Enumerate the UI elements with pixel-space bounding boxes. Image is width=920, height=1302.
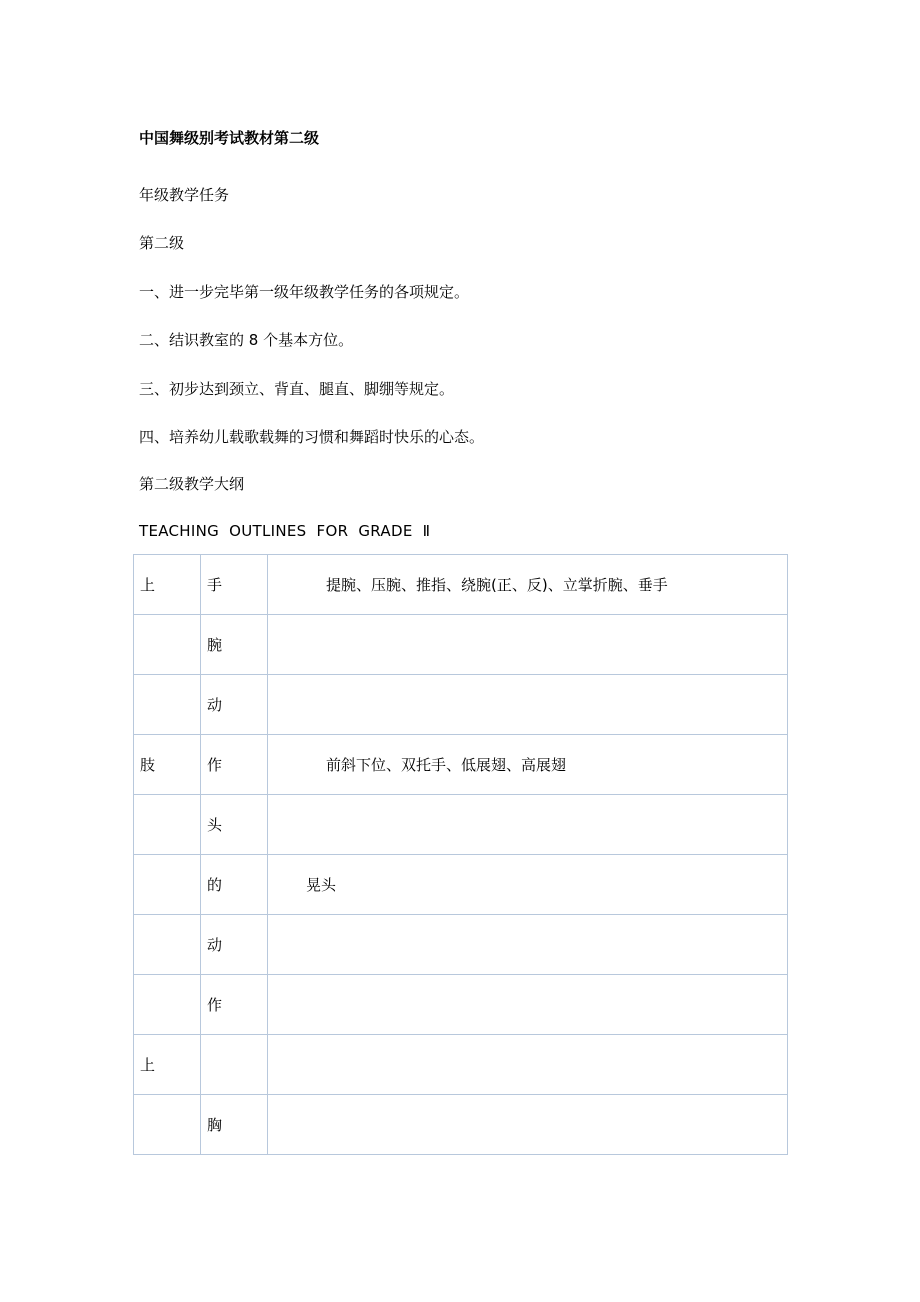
english-outline-heading: TEACHING OUTLINES FOR GRADE Ⅱ bbox=[139, 522, 431, 540]
table-row bbox=[134, 675, 788, 735]
task-item-1: 一、进一步完毕第一级年级教学任务的各项规定。 bbox=[139, 283, 470, 301]
category-cell bbox=[134, 975, 201, 1035]
category-cell: 肢 bbox=[134, 735, 201, 795]
description-cell bbox=[268, 1035, 788, 1095]
subcategory-cell: 手 bbox=[201, 555, 268, 615]
description-cell: 前斜下位、双托手、低展翅、高展翅 bbox=[268, 735, 788, 795]
description-cell bbox=[268, 1095, 788, 1155]
document-title: 中国舞级别考试教材第二级 bbox=[139, 129, 320, 147]
table-row bbox=[134, 555, 788, 615]
grade-label: 第二级 bbox=[139, 234, 185, 252]
description-cell bbox=[268, 675, 788, 735]
subcategory-cell: 的 bbox=[201, 855, 268, 915]
description-cell: 晃头 bbox=[268, 855, 788, 915]
table-row bbox=[134, 1095, 788, 1155]
subcategory-cell: 作 bbox=[201, 735, 268, 795]
table-row bbox=[134, 915, 788, 975]
subcategory-cell: 头 bbox=[201, 795, 268, 855]
table-row bbox=[134, 975, 788, 1035]
task-item-2: 二、结识教室的 8 个基本方位。 bbox=[139, 331, 354, 349]
table-row bbox=[134, 735, 788, 795]
table-row bbox=[134, 615, 788, 675]
table-row bbox=[134, 795, 788, 855]
description-cell: 提腕、压腕、推指、绕腕(正、反)、立掌折腕、垂手 bbox=[268, 555, 788, 615]
description-cell bbox=[268, 795, 788, 855]
subcategory-cell: 动 bbox=[201, 915, 268, 975]
subcategory-cell: 动 bbox=[201, 675, 268, 735]
category-cell bbox=[134, 1095, 201, 1155]
category-cell: 上 bbox=[134, 1035, 201, 1095]
subcategory-cell: 作 bbox=[201, 975, 268, 1035]
task-item-3: 三、初步达到颈立、背直、腿直、脚绷等规定。 bbox=[139, 380, 455, 398]
description-cell bbox=[268, 615, 788, 675]
section-heading-outline: 第二级教学大纲 bbox=[139, 475, 245, 493]
teaching-outline-table bbox=[133, 554, 788, 1155]
category-cell bbox=[134, 855, 201, 915]
category-cell: 上 bbox=[134, 555, 201, 615]
task-item-4: 四、培养幼儿载歌载舞的习惯和舞蹈时快乐的心态。 bbox=[139, 428, 485, 446]
section-heading-teaching-tasks: 年级教学任务 bbox=[139, 186, 230, 204]
category-cell bbox=[134, 915, 201, 975]
category-cell bbox=[134, 675, 201, 735]
subcategory-cell: 腕 bbox=[201, 615, 268, 675]
description-cell bbox=[268, 975, 788, 1035]
description-cell bbox=[268, 915, 788, 975]
table-row bbox=[134, 1035, 788, 1095]
subcategory-cell: 胸 bbox=[201, 1095, 268, 1155]
subcategory-cell bbox=[201, 1035, 268, 1095]
category-cell bbox=[134, 795, 201, 855]
table-row bbox=[134, 855, 788, 915]
category-cell bbox=[134, 615, 201, 675]
